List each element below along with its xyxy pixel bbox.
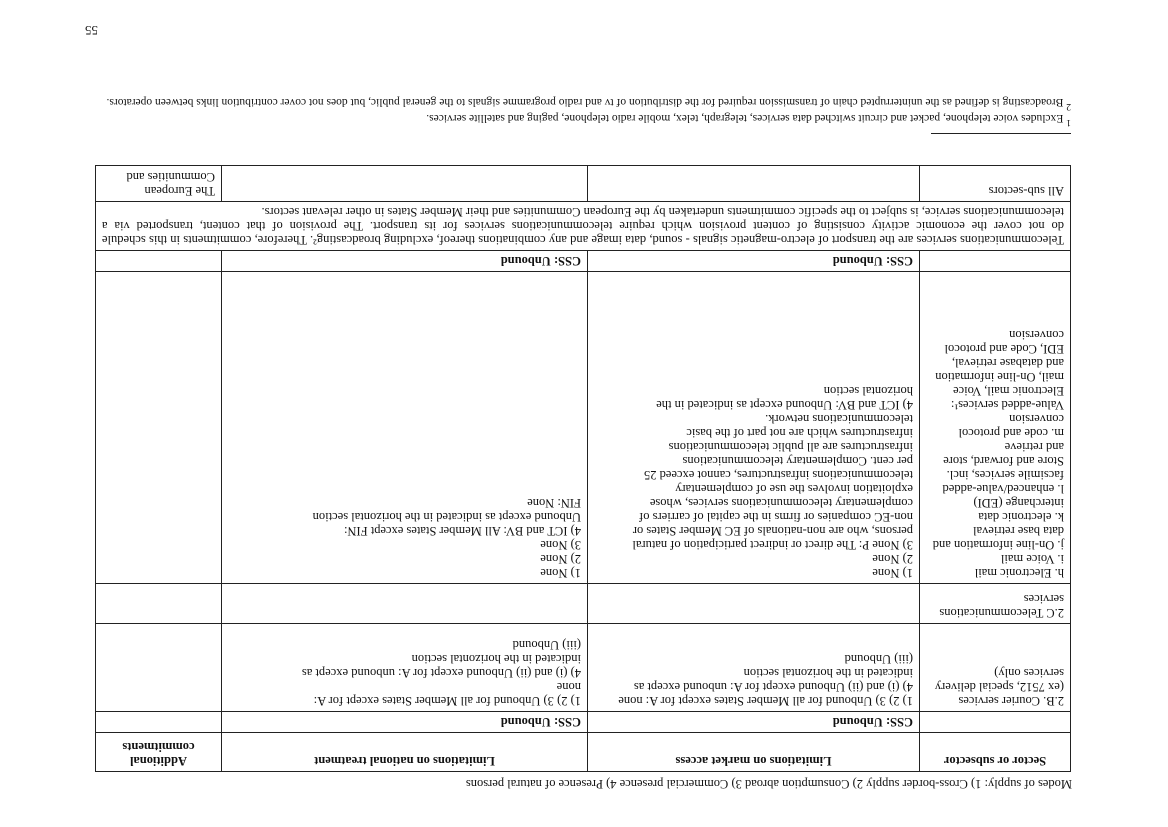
header-row — [96, 733, 1071, 772]
value-added-css-national: CSS: Unbound — [222, 251, 588, 272]
all-subsectors-additional: The European Communities and — [96, 166, 222, 202]
footnote-2-marker: 2 — [1066, 101, 1071, 112]
value-added-sector: h. Electronic mail i. Voice mail j. On-line information and data base retrieval k. electronic data interchange (EDI) l. enhanced/value-added facsimile services, incl. Store and forward, store and retrieve m. code and protocol conversion Value-added services¹: Electronic mail, Voice mail, On-line information and database retrieval, EDI, Code and protocol conversion — [920, 272, 1071, 584]
courier-national: 1) 2) 3) Unbound for all Member States except for A: none 4) (i) and (ii) Unbound except for A: unbound except as indicated in the horizontal section (iii) Unbound — [222, 624, 588, 712]
value-added-row — [96, 272, 1071, 584]
all-subsectors-label: All sub-sectors — [920, 166, 1071, 202]
modes-of-supply: Modes of supply: 1) Cross-border supply 2) Consumption abroad 3) Commercial presence 4) Presence of natural persons — [465, 777, 1072, 791]
value-added-market: 1) None 2) None 3) None P: The direct or indirect participation of natural persons, who are non-nationals of EC Member States or non-EC companies or firms in the capital of carriers of complementary telecommunications services, whose exploitation involves the use of complementary telecommunications infrastructures, cannot exceed 25 per cent. Complementary telecommunications infrastructures are all public telecommunications infrastructures which are not part of the basic telecommunications network. 4) ICT and BV: Unbound except as indicated in the horizontal section — [588, 272, 920, 584]
courier-row — [96, 624, 1071, 712]
footnote-1-marker: 1 — [1066, 117, 1071, 128]
telecom-heading-row — [96, 584, 1071, 624]
css-row — [96, 712, 1071, 733]
footnote-2-text: Broadcasting is defined as the uninterrupted chain of transmission required for the distribution of tv and radio programme signals to the general public, but does not cover contribution links between operators. — [106, 96, 1064, 109]
header-market-access: Limitations on market access — [588, 733, 920, 772]
page-number: 55 — [85, 23, 98, 38]
footnote-1 — [426, 111, 1071, 129]
footnote-2 — [107, 95, 1072, 113]
header-sector: Sector or subsector — [920, 733, 1071, 772]
header-additional: Additional commitments — [96, 733, 222, 772]
footnote-1-text: Excludes voice telephone, packet and circuit switched data services, telegraph, telex, mobile radio telephone, paging and satellite services. — [426, 112, 1064, 125]
telecom-definition: Telecommunications services are the transport of electro-magnetic signals - sound, data image and any combinations thereof, excluding broadcasting². Therefore, commitments in this schedule do not cover the economic activity consisting of content provision which require telecommunications services for its transport. The provision of that content, transported via a telecommunications service, is subject to the specific commitments undertaken by the European Communities and their Member States in other relevant sectors. — [96, 202, 1071, 251]
css-market: CSS: Unbound — [588, 712, 920, 733]
header-national-treatment: Limitations on national treatment — [222, 733, 588, 772]
courier-sector: 2.B. Courier services (ex 7512, special delivery services only) — [920, 624, 1071, 712]
definition-row — [96, 202, 1071, 251]
footnote-rule — [931, 133, 1071, 134]
value-added-national: 1) None 2) None 3) None 4) ICT and BV: All Member States except FIN: Unbound except as indicated in the horizontal section FIN: None — [222, 272, 588, 584]
schedule-table — [95, 165, 1071, 772]
all-subsectors-row — [96, 166, 1071, 202]
telecom-heading: 2.C Telecommunications services — [920, 584, 1071, 624]
css-national: CSS: Unbound — [222, 712, 588, 733]
value-added-css-row — [96, 251, 1071, 272]
courier-market: 1) 2) 3) Unbound for all Member States except for A: none 4) (i) and (ii) Unbound except for A: unbound except as indicated in the horizontal section (iii) Unbound — [588, 624, 920, 712]
value-added-css: CSS: Unbound — [588, 251, 920, 272]
